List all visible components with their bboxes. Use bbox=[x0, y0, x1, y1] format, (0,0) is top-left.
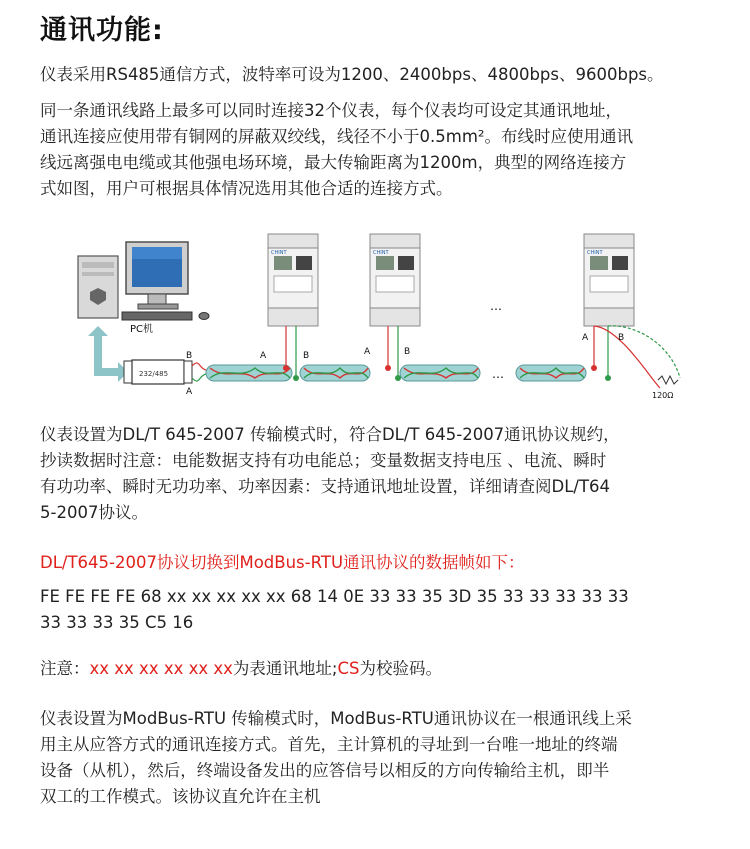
meter-3-a-label: A bbox=[582, 333, 589, 343]
ellipsis-bottom: … bbox=[492, 367, 504, 381]
data-frame-line-2: 33 33 33 35 C5 16 bbox=[40, 613, 194, 632]
meter-1-brand: CHINT bbox=[271, 250, 287, 256]
meter-2-brand: CHINT bbox=[373, 250, 389, 256]
energy-meter-3 bbox=[584, 234, 680, 388]
wiring-line-2: 通讯连接应使用带有铜网的屏蔽双绞线，线径不小于0.5mm²。布线时应使用通讯 bbox=[40, 127, 634, 146]
cable-segment-3 bbox=[400, 365, 480, 381]
ellipsis-top: … bbox=[490, 299, 502, 313]
pc-label: PC机 bbox=[130, 324, 154, 335]
protocol-switch-heading bbox=[40, 550, 720, 576]
page-title: 通讯功能: bbox=[40, 15, 164, 46]
modbus-line-4: 双工的工作模式。该协议直允许在主机 bbox=[40, 787, 321, 806]
modbus-line-3: 设备（从机），然后，终端设备发出的应答信号以相反的方向传输给主机，即半 bbox=[40, 761, 610, 780]
energy-meter-2 bbox=[370, 234, 420, 381]
meter-1-b-label: B bbox=[303, 351, 310, 361]
cable-segment-1 bbox=[206, 365, 292, 381]
network-diagram bbox=[60, 228, 700, 408]
protocol-switch-line: DL/T645-2007协议切换到ModBus-RTU通讯协议的数据帧如下： bbox=[40, 553, 525, 572]
note-prefix: 注意： bbox=[40, 659, 90, 678]
meter-3-brand: CHINT bbox=[587, 250, 603, 256]
intro-line: 仪表采用RS485通信方式，波特率可设为1200、2400bps、4800bps、9600bps。 bbox=[40, 65, 664, 84]
dlt645-line-1: 仪表设置为DL/T 645-2007 传输模式时，符合DL/T 645-2007通讯协议规约， bbox=[40, 425, 620, 444]
dlt645-paragraph bbox=[40, 422, 720, 526]
meter-2-b-label: B bbox=[404, 347, 411, 357]
note-address-desc: 为表通讯地址; bbox=[232, 659, 338, 678]
dlt645-line-4: 5-2007协议。 bbox=[40, 503, 148, 522]
wiring-line-1: 同一条通讯线路上最多可以同时连接32个仪表，每个仪表均可设定其通讯地址， bbox=[40, 101, 622, 120]
meter-2-a-label: A bbox=[364, 347, 371, 357]
modbus-line-1: 仪表设置为ModBus-RTU 传输模式时，ModBus-RTU通讯协议在一根通讯线上采 bbox=[40, 709, 632, 728]
meter-3-b-label: B bbox=[618, 333, 625, 343]
wiring-paragraph bbox=[40, 98, 720, 202]
energy-meter-1 bbox=[268, 234, 318, 381]
modbus-paragraph bbox=[40, 706, 720, 810]
data-frame-line-1: FE FE FE FE 68 xx xx xx xx xx 68 14 0E 33 33 35 3D 35 33 33 33 33 33 bbox=[40, 587, 629, 606]
uplink-arrow bbox=[88, 326, 128, 382]
pc-illustration bbox=[78, 242, 209, 320]
converter-b-label: B bbox=[186, 351, 193, 361]
dlt645-line-3: 有功功率、瞬时无功功率、功率因素：支持通讯地址设置，详细请查阅DL/T64 bbox=[40, 477, 611, 496]
modbus-line-2: 用主从应答方式的通讯连接方式。首先，主计算机的寻址到一台唯一地址的终端 bbox=[40, 735, 618, 754]
converter-a-label: A bbox=[186, 387, 193, 397]
cable-segment-4 bbox=[516, 365, 586, 381]
meter-1-a-label: A bbox=[260, 351, 267, 361]
note-address: xx xx xx xx xx xx bbox=[89, 659, 233, 678]
note-cs-desc: 为校验码。 bbox=[359, 659, 442, 678]
cable-segment-2 bbox=[300, 365, 370, 381]
data-frame bbox=[40, 584, 720, 636]
terminating-resistor-label: 120Ω bbox=[652, 391, 674, 400]
wiring-line-3: 线远离强电电缆或其他强电场环境，最大传输距离为1200m，典型的网络连接方 bbox=[40, 153, 627, 172]
dlt645-line-2: 抄读数据时注意：电能数据支持有功电能总；变量数据支持电压 、电流、瞬时 bbox=[40, 451, 607, 470]
intro-paragraph bbox=[40, 62, 720, 88]
note bbox=[40, 656, 720, 682]
wiring-line-4: 式如图，用户可根据具体情况选用其他合适的连接方式。 bbox=[40, 179, 453, 198]
note-cs: CS bbox=[337, 659, 360, 678]
converter-label: 232/485 bbox=[139, 370, 169, 378]
